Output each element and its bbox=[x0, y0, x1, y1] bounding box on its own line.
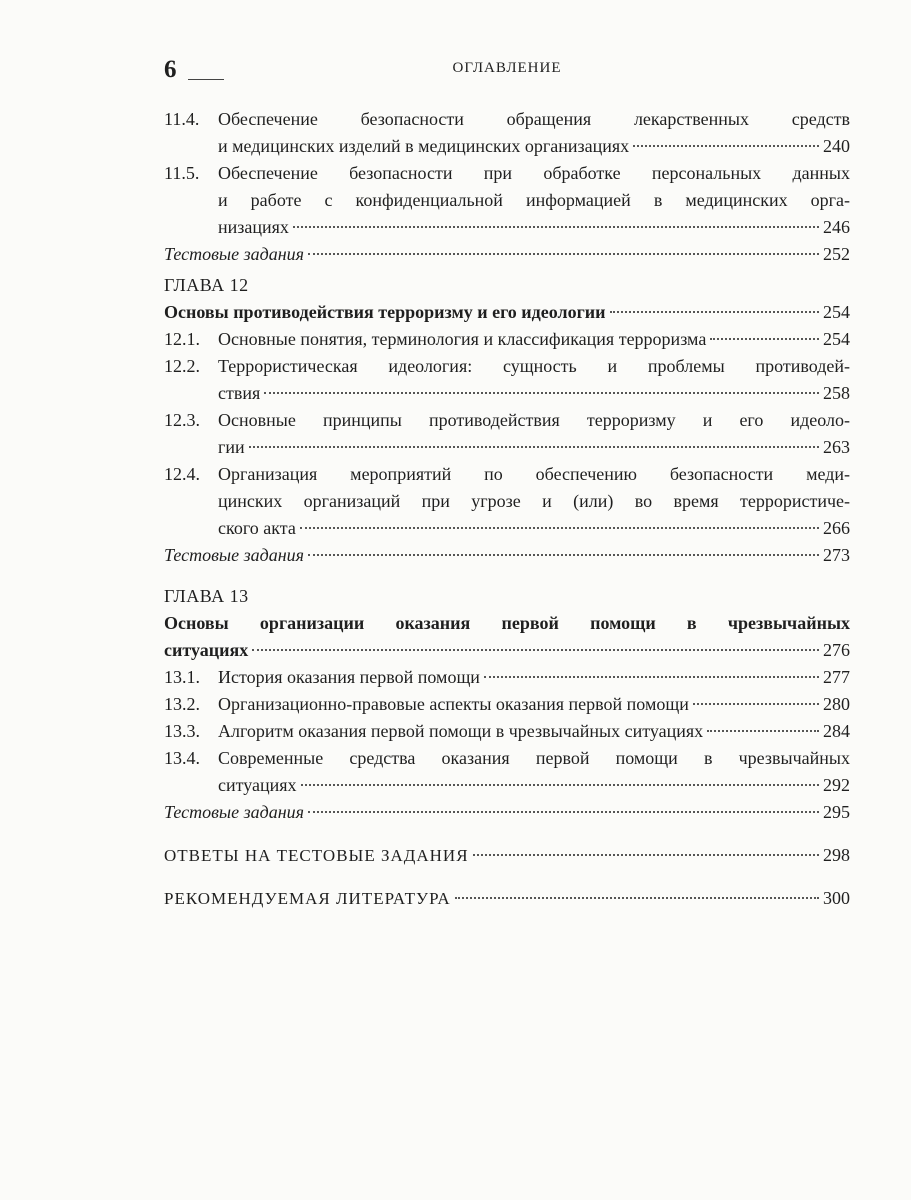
entry-text: ского акта bbox=[218, 518, 296, 538]
section-number: 13.2. bbox=[164, 694, 200, 714]
toc-entry-12-1[interactable] bbox=[164, 326, 850, 353]
entry-text: История оказания первой помощи bbox=[218, 667, 480, 687]
entry-text: Организация мероприятий по обеспечению безопасности меди- bbox=[218, 464, 850, 484]
toc-entry-13-4-cont[interactable] bbox=[164, 772, 850, 799]
entry-text: ситуациях bbox=[218, 775, 297, 795]
page-ref: 258 bbox=[823, 383, 850, 403]
entry-text: и медицинских изделий в медицинских организациях bbox=[218, 136, 630, 156]
spacer bbox=[164, 826, 850, 842]
section-number: 12.1. bbox=[164, 329, 200, 349]
page-ref: 295 bbox=[823, 802, 850, 822]
toc-entry-11-5-cont2[interactable] bbox=[164, 214, 850, 241]
dot-leader bbox=[633, 145, 819, 147]
page-ref: 254 bbox=[823, 329, 850, 349]
entry-text: Основные принципы противодействия терроризму и его идеоло- bbox=[218, 410, 850, 430]
entry-text: цинских организаций при угрозе и (или) во время террористиче- bbox=[218, 491, 850, 511]
dot-leader bbox=[707, 730, 819, 732]
page-number-rule bbox=[188, 79, 224, 80]
toc-entry-11-4-cont[interactable] bbox=[164, 133, 850, 160]
page-header bbox=[164, 56, 850, 86]
section-number: 13.1. bbox=[164, 667, 200, 687]
dot-leader bbox=[710, 338, 819, 340]
section-number: 12.3. bbox=[164, 410, 200, 430]
dot-leader bbox=[473, 854, 819, 856]
entry-text: гии bbox=[218, 437, 245, 457]
entry-text: Алгоритм оказания первой помощи в чрезвычайных ситуациях bbox=[218, 721, 704, 741]
section-number: 13.3. bbox=[164, 721, 200, 741]
toc-entry-12-3[interactable] bbox=[164, 407, 850, 434]
entry-text: Тестовые задания bbox=[164, 545, 305, 565]
page-ref: 246 bbox=[823, 217, 850, 237]
toc-entry-12-4[interactable] bbox=[164, 461, 850, 488]
entry-text: Тестовые задания bbox=[164, 244, 305, 264]
toc-entry-11-5-cont[interactable] bbox=[164, 187, 850, 214]
dot-leader bbox=[308, 811, 819, 813]
dot-leader bbox=[693, 703, 819, 705]
entry-text: Террористическая идеология: сущность и проблемы противодей- bbox=[218, 356, 850, 376]
chapter-label-12 bbox=[164, 272, 850, 299]
page-title: ОГЛАВЛЕНИЕ bbox=[452, 60, 562, 76]
toc-entry-12-2[interactable] bbox=[164, 353, 850, 380]
toc-chapter-12[interactable] bbox=[164, 299, 850, 326]
section-number: 12.2. bbox=[164, 356, 200, 376]
chapter-title: Основы организации оказания первой помощи в чрезвычайных bbox=[164, 613, 850, 633]
page-ref: 284 bbox=[823, 721, 850, 741]
entry-text: Организационно-правовые аспекты оказания первой помощи bbox=[218, 694, 689, 714]
entry-text: ОТВЕТЫ НА ТЕСТОВЫЕ ЗАДАНИЯ bbox=[164, 846, 469, 865]
page-ref: 252 bbox=[823, 244, 850, 264]
toc-entry-12-3-cont[interactable] bbox=[164, 434, 850, 461]
section-number: 12.4. bbox=[164, 464, 200, 484]
dot-leader bbox=[308, 554, 819, 556]
chapter-label: ГЛАВА 12 bbox=[164, 275, 249, 295]
dot-leader bbox=[455, 897, 819, 899]
page-ref: 276 bbox=[823, 640, 850, 660]
dot-leader bbox=[308, 253, 819, 255]
entry-text: Тестовые задания bbox=[164, 802, 305, 822]
dot-leader bbox=[249, 446, 819, 448]
section-number: 11.5. bbox=[164, 163, 200, 183]
entry-text: РЕКОМЕНДУЕМАЯ ЛИТЕРАТУРА bbox=[164, 889, 451, 908]
page-ref: 298 bbox=[823, 845, 850, 865]
page-ref: 240 bbox=[823, 136, 850, 156]
toc-entry-11-5[interactable] bbox=[164, 160, 850, 187]
toc-chapter-13-cont[interactable] bbox=[164, 637, 850, 664]
toc-entry-13-1[interactable] bbox=[164, 664, 850, 691]
entry-text: низациях bbox=[218, 217, 289, 237]
entry-text: Обеспечение безопасности при обработке персональных данных bbox=[218, 163, 850, 183]
page-ref: 263 bbox=[823, 437, 850, 457]
toc-entry-12-2-cont[interactable] bbox=[164, 380, 850, 407]
section-number: 13.4. bbox=[164, 748, 200, 768]
entry-text: и работе с конфиденциальной информацией в медицинских орга- bbox=[218, 190, 850, 210]
chapter-label-13 bbox=[164, 583, 850, 610]
chapter-label: ГЛАВА 13 bbox=[164, 586, 249, 606]
page-ref: 277 bbox=[823, 667, 850, 687]
toc-entry-literature[interactable] bbox=[164, 885, 850, 912]
chapter-title: Основы противодействия терроризму и его идеологии bbox=[164, 302, 606, 322]
entry-text: Обеспечение безопасности обращения лекарственных средств bbox=[218, 109, 850, 129]
toc-entry-tests-13[interactable] bbox=[164, 799, 850, 826]
dot-leader bbox=[264, 392, 819, 394]
page-ref: 280 bbox=[823, 694, 850, 714]
page-ref: 292 bbox=[823, 775, 850, 795]
entry-text: ствия bbox=[218, 383, 261, 403]
dot-leader bbox=[610, 311, 819, 313]
page-number: 6 bbox=[164, 56, 177, 83]
entry-text: Основные понятия, терминология и классификация терроризма bbox=[218, 329, 707, 349]
toc-entry-13-4[interactable] bbox=[164, 745, 850, 772]
chapter-title: ситуациях bbox=[164, 640, 249, 660]
page-ref: 300 bbox=[823, 888, 850, 908]
entry-text: Современные средства оказания первой помощи в чрезвычайных bbox=[218, 748, 850, 768]
dot-leader bbox=[301, 784, 819, 786]
table-of-contents bbox=[164, 106, 850, 912]
toc-entry-tests-11[interactable] bbox=[164, 241, 850, 268]
toc-entry-11-4[interactable] bbox=[164, 106, 850, 133]
dot-leader bbox=[300, 527, 819, 529]
toc-entry-12-4-cont2[interactable] bbox=[164, 515, 850, 542]
dot-leader bbox=[484, 676, 819, 678]
toc-chapter-13[interactable] bbox=[164, 610, 850, 637]
spacer bbox=[164, 869, 850, 885]
page-ref: 273 bbox=[823, 545, 850, 565]
dot-leader bbox=[293, 226, 819, 228]
dot-leader bbox=[252, 649, 819, 651]
page-ref: 266 bbox=[823, 518, 850, 538]
toc-entry-12-4-cont[interactable] bbox=[164, 488, 850, 515]
toc-entry-13-2[interactable] bbox=[164, 691, 850, 718]
toc-entry-13-3[interactable] bbox=[164, 718, 850, 745]
toc-entry-tests-12[interactable] bbox=[164, 542, 850, 569]
section-number: 11.4. bbox=[164, 109, 200, 129]
toc-entry-answers[interactable] bbox=[164, 842, 850, 869]
page-ref: 254 bbox=[823, 302, 850, 322]
